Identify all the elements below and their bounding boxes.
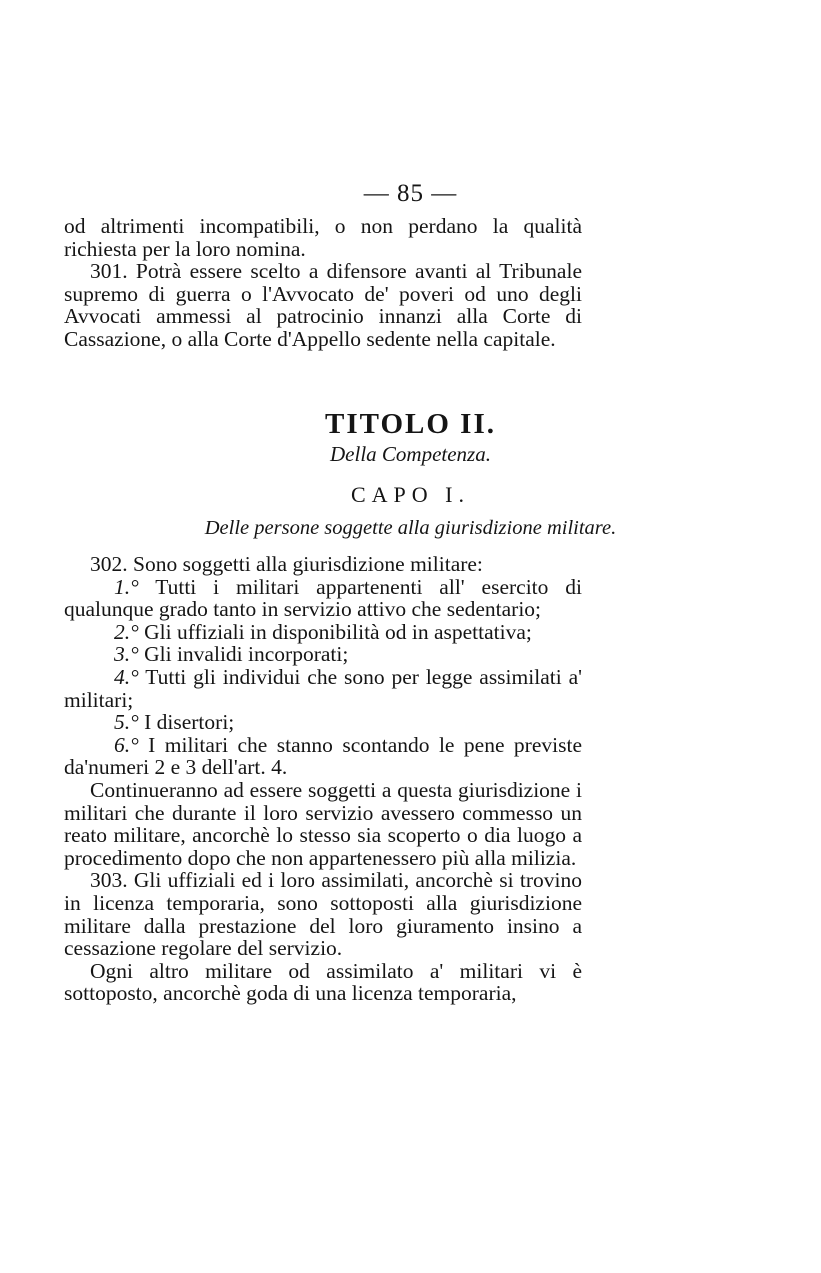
list-item-number: 2.°	[114, 619, 139, 644]
list-item-text: I disertori;	[144, 710, 235, 735]
body-section-2	[64, 553, 582, 1005]
list-item-text: I militari che stanno scontando le pene previste da'numeri 2 e 3 dell'art. 4.	[64, 732, 582, 780]
list-item-number: 4.°	[114, 664, 139, 689]
page-number: — 85 —	[363, 180, 458, 207]
chapter-heading: CAPO I.	[350, 482, 470, 507]
list-item-6	[64, 734, 582, 779]
article-302: 302. Sono soggetti alla giurisdizione militare:	[90, 552, 483, 576]
list-item-text: Tutti gli individui che sono per legge assimilati a' militari;	[64, 664, 582, 712]
title-heading: TITOLO II.	[325, 408, 496, 440]
continueranno-paragraph: Continueranno ad essere soggetti a questa giurisdizione i militari che durante il loro servizio avessero commesso un reato militare, ancorchè lo stesso sia scoperto o dia luogo a procedimento dopo che non appartenessero più alla milizia.	[64, 777, 582, 870]
chapter-subheading: Delle persone soggette alla giurisdizione militare.	[204, 517, 617, 539]
article-301: 301. Potrà essere scelto a difensore avanti al Tribunale supremo di guerra o l'Avvocato de' poveri od uno degli Avvocati ammessi al patrocinio innanzi alla Corte di Cassazione, o alla Corte d'Appello sedente nella capitale.	[64, 259, 582, 351]
list-item-number: 5.°	[114, 710, 139, 735]
list-item-text: Gli uffiziali in disponibilità od in aspettativa;	[144, 619, 532, 644]
list-item-1	[64, 576, 582, 621]
body-section-1	[64, 215, 582, 351]
ogni-altro-paragraph: Ogni altro militare od assimilato a' militari vi è sottoposto, ancorchè goda di una licenza temporaria,	[64, 958, 582, 1006]
list-item-text: Gli invalidi incorporati;	[144, 642, 349, 667]
continuation-paragraph: od altrimenti incompatibili, o non perdano la qualità richiesta per la loro nomina.	[64, 214, 582, 261]
article-303: 303. Gli uffiziali ed i loro assimilati, ancorchè si trovino in licenza temporaria, sono sottoposti alla giurisdizione militare dalla prestazione del loro giuramento insino a cessazione regolare del servizio.	[64, 868, 582, 961]
list-item-5	[64, 711, 582, 734]
list-item-text: Tutti i militari appartenenti all' esercito di qualunque grado tanto in servizio attivo che sedentario;	[64, 574, 582, 622]
title-subheading: Della Competenza.	[330, 442, 491, 466]
list-item-number: 3.°	[114, 642, 139, 667]
list-item-3	[64, 643, 582, 666]
list-item-number: 1.°	[114, 574, 139, 599]
list-item-2	[64, 621, 582, 644]
list-item-number: 6.°	[114, 732, 139, 757]
list-item-4	[64, 666, 582, 711]
